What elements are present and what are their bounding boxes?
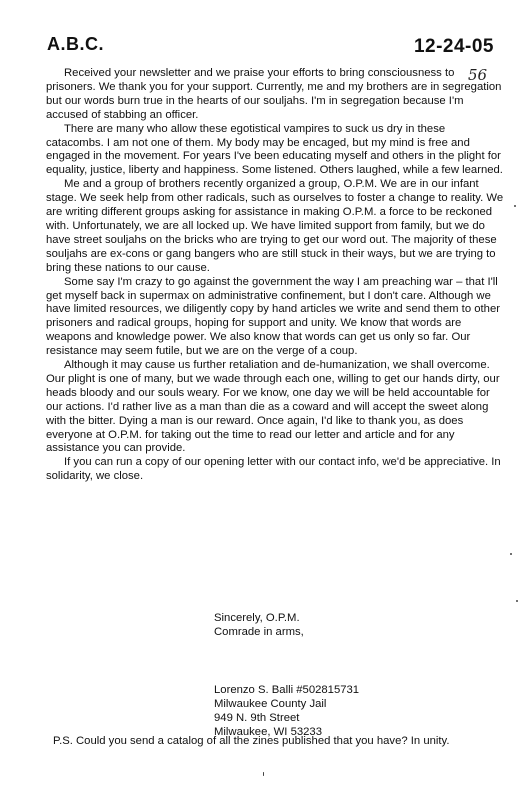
paragraph-4: Some say I'm crazy to go against the government the way I am preaching war – that I'll get myself back in supermax on administrative confinement, but I don't care. Although we have limited resources, we diligently copy by hand articles we write and send them to other prisoners and radical groups, hoping for support and unity. We know that words are weapons and knowledge power. We also know that words can get us only so far. Our resistance may seem futile, but we are on the verge of a coup. [46,275,500,358]
postscript: P.S. Could you send a catalog of all the zines published that you have? In unity. [53,735,450,747]
return-address [214,683,359,739]
letter-date: 12-24-05 [413,36,494,57]
handwritten-note: 56 [468,66,488,84]
paragraph-3: Me and a group of brothers recently organized a group, O.P.M. We are in our infant stage. We seek help from other radicals, such as ourselves to foster a change to reality. We are writing different groups asking for assistance in making O.P.M. a force to be reckoned with. Unfortunately, we are all locked up. We have limited support from family, but we do have street souljahs on the bricks who are trying to get our word out. The majority of these souljahs are ex-cons or gang bangers who are still stuck in their ways, but we are trying to bring these nations to our cause. [46,178,504,274]
scan-speck [516,600,518,602]
sender-name: Lorenzo S. Balli #502815731 [214,684,360,696]
scan-speck [263,772,264,776]
city-state-zip: Milwaukee, WI 53233 [214,726,322,738]
paragraph-6: If you can run a copy of our opening letter with our contact info, we'd be appreciative. In solidarity, we close. [46,456,501,483]
scan-speck [514,205,516,207]
closing-line: Sincerely, O.P.M. [214,612,300,624]
scan-speck [510,553,512,555]
letter-body [46,67,506,484]
paragraph-1: Received your newsletter and we praise your efforts to bring consciousness to prisoners. We thank you for your support. Currently, me and my brothers are in segregation but our words burn true in the hearts of our souljahs. I'm in segregation because I'm accused of stabbing an officer. [46,67,502,121]
paragraph-5: Although it may cause us further retaliation and de-humanization, we shall overcome. Our plight is one of many, but we wade through each one, willing to get our hands dirty, our heads bloody and our souls weary. For we know, one day we will be held accountable for our actions. I'd rather live as a man than die as a coward and will accept the sweet along with the bitter. Dying a man is our reward. Once again, I'd like to thank you, as does everyone at O.P.M. for taking out the time to read our letter and article and for any assistance you can provide. [46,359,500,455]
paragraph-2: There are many who allow these egotistical vampires to suck us dry in these catacombs. I am not one of them. My body may be encaged, but my mind is free and engaged in the movement. For years I've been educating myself and others in the plight for equality, justice, liberty and happiness. Some listened. Others laughed, while a few learned. [46,122,503,177]
signoff-block [214,611,304,639]
facility-name: Milwaukee County Jail [214,698,327,710]
street-address: 949 N. 9th Street [214,712,300,724]
closing-title: Comrade in arms, [214,626,304,638]
letter-sender-initials: A.B.C. [47,34,104,54]
